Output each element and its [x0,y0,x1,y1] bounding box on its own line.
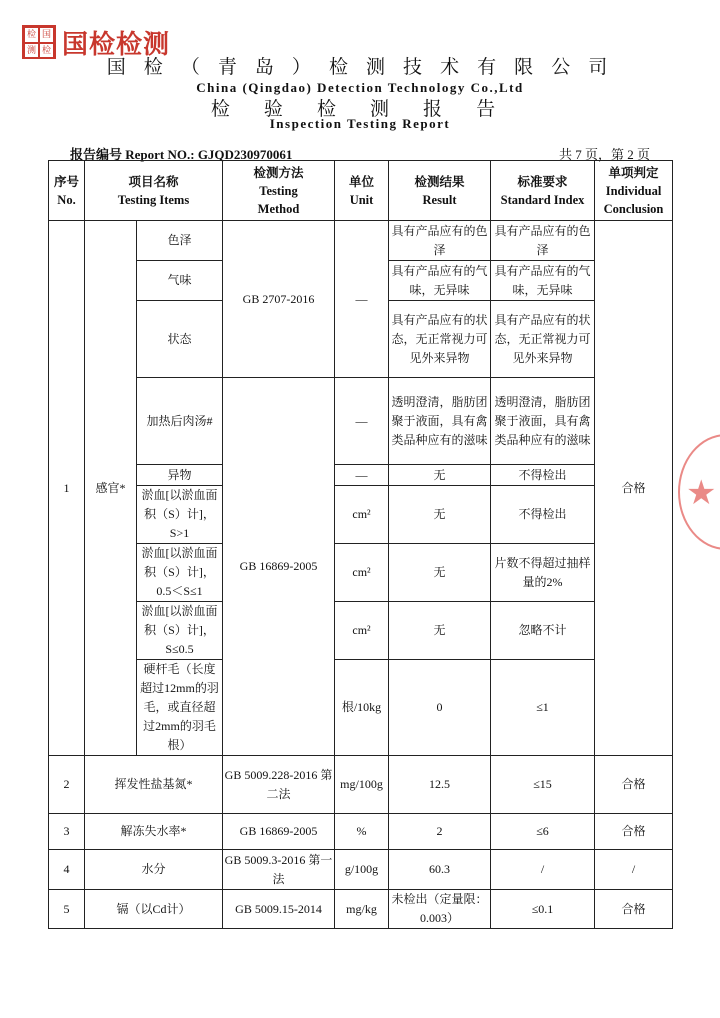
cell-unit: cm² [335,602,389,660]
cell-unit: g/100g [335,850,389,890]
header-row [49,161,673,221]
company-name-cn: 国 检 （ 青 岛 ） 检 测 技 术 有 限 公 司 [106,56,614,78]
cell-unit: % [335,814,389,850]
cell-result: 0 [389,660,491,756]
cell-unit: — [335,465,389,486]
cell-unit: cm² [335,486,389,544]
cell-item: 硬杆毛（长度超过12mm的羽毛，或直径超过2mm的羽毛根） [137,660,223,756]
cell-no: 2 [49,756,85,814]
stamp-text: 检 [682,531,699,550]
cell-result: 透明澄清，脂肪团聚于液面，具有禽类品种应有的滋味 [389,378,491,465]
cell-standard: 具有产品应有的状态，无正常视力可见外来异物 [491,301,595,378]
page-indicator: 共 7 页，第 2 页 [558,147,650,162]
table-row [49,660,673,756]
cell-item: 淤血[以淤血面积（S）计]，0.5＜S≤1 [137,544,223,602]
cell-result: 具有产品应有的色泽 [389,221,491,261]
company-name-en: China (Qingdao) Detection Technology Co.,Ltd [196,80,524,95]
table-row [49,221,673,261]
cell-no: 4 [49,850,85,890]
cell-result: 无 [389,544,491,602]
cell-conclusion: 合格 [595,814,673,850]
cell-no: 3 [49,814,85,850]
cell-conclusion: 合格 [595,221,673,756]
cell-unit: — [335,221,389,378]
table-row [49,378,673,465]
cell-method: GB 16869-2005 [223,378,335,756]
cell-item: 色泽 [137,221,223,261]
cell-item: 气味 [137,261,223,301]
header-no: 序号 No. [49,161,85,221]
cell-standard: 具有产品应有的色泽 [491,221,595,261]
cell-standard: / [491,850,595,890]
cell-unit: mg/100g [335,756,389,814]
cell-unit: cm² [335,544,389,602]
cell-no: 1 [49,221,85,756]
cell-method: GB 5009.228-2016 第二法 [223,756,335,814]
results-table [48,160,673,929]
table-row [49,814,673,850]
cell-item: 状态 [137,301,223,378]
cell-standard: ≤6 [491,814,595,850]
table-row [49,850,673,890]
cell-unit: — [335,378,389,465]
cell-standard: 片数不得超过抽样量的2% [491,544,595,602]
cell-method: GB 16869-2005 [223,814,335,850]
header-conclusion: 单项判定 Individual Conclusion [595,161,673,221]
cell-standard: ≤15 [491,756,595,814]
cell-item: 挥发性盐基氮* [85,756,223,814]
cell-result: 无 [389,465,491,486]
cell-item: 加热后肉汤# [137,378,223,465]
cell-method: GB 5009.15-2014 [223,890,335,929]
header-standard: 标准要求 Standard Index [491,161,595,221]
cell-result: 无 [389,486,491,544]
table-row [49,756,673,814]
cell-standard: 透明澄清，脂肪团聚于液面，具有禽类品种应有的滋味 [491,378,595,465]
cell-result: 未检出（定量限：0.003） [389,890,491,929]
header-result: 检测结果 Result [389,161,491,221]
table-row [49,890,673,929]
cell-standard: 具有产品应有的气味，无异味 [491,261,595,301]
cell-category: 感官* [85,221,137,756]
cell-result: 60.3 [389,850,491,890]
cell-standard: 不得检出 [491,465,595,486]
table-row [49,465,673,486]
logo-seal-icon: 检 国 测 检 [22,25,56,59]
logo-text: 国检检测 [62,29,171,60]
cell-no: 5 [49,890,85,929]
report-title-cn: 检 验 检 测 报 告 [210,98,510,120]
cell-item: 淤血[以淤血面积（S）计]，S>1 [137,486,223,544]
cell-item: 解冻失水率* [85,814,223,850]
official-stamp [678,434,720,550]
cell-result: 具有产品应有的状态，无正常视力可见外来异物 [389,301,491,378]
cell-standard: ≤1 [491,660,595,756]
cell-item: 异物 [137,465,223,486]
table-row [49,602,673,660]
cell-result: 具有产品应有的气味，无异味 [389,261,491,301]
cell-conclusion: 合格 [595,756,673,814]
report-number: 报告编号 Report NO.: GJQD230970061 [70,147,293,162]
cell-method: GB 5009.3-2016 第一法 [223,850,335,890]
cell-result: 12.5 [389,756,491,814]
table-row [49,544,673,602]
cell-standard: 忽略不计 [491,602,595,660]
cell-item: 水分 [85,850,223,890]
cell-item: 淤血[以淤血面积（S）计]，S≤0.5 [137,602,223,660]
cell-standard: 不得检出 [491,486,595,544]
table-row [49,486,673,544]
stamp-star-icon: ★ [686,473,717,513]
header-item: 项目名称 Testing Items [85,161,223,221]
cell-method: GB 2707-2016 [223,221,335,378]
cell-conclusion: 合格 [595,890,673,929]
cell-item: 镉（以Cd计） [85,890,223,929]
header-unit: 单位 Unit [335,161,389,221]
cell-unit: mg/kg [335,890,389,929]
cell-conclusion: / [595,850,673,890]
cell-result: 2 [389,814,491,850]
cell-unit: 根/10kg [335,660,389,756]
report-title-en: Inspection Testing Report [269,116,451,131]
header-method: 检测方法 Testing Method [223,161,335,221]
cell-standard: ≤0.1 [491,890,595,929]
cell-result: 无 [389,602,491,660]
